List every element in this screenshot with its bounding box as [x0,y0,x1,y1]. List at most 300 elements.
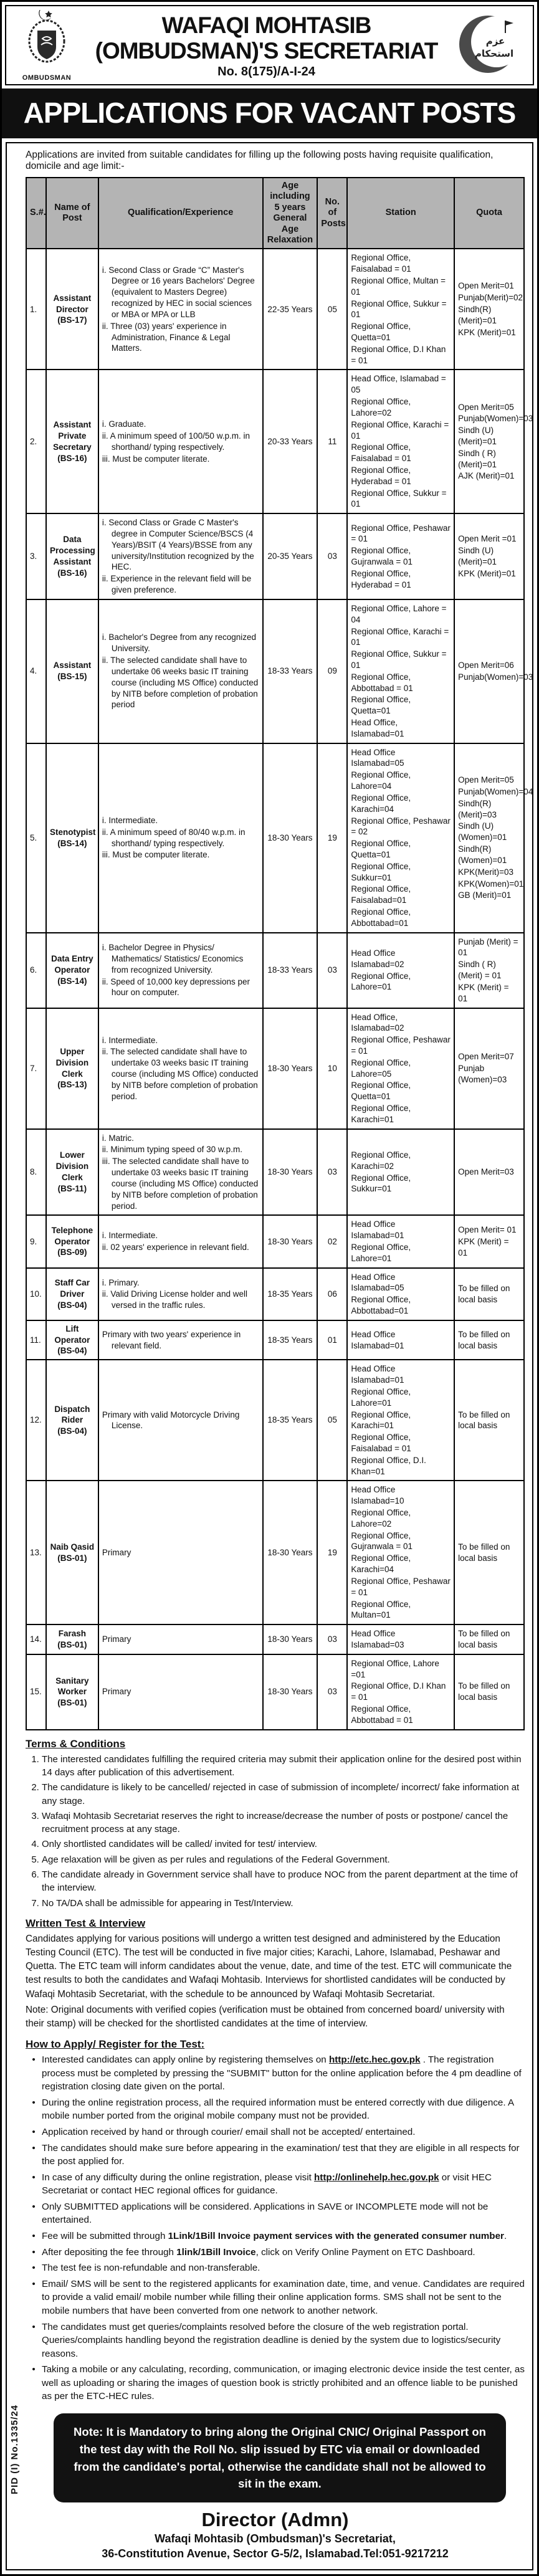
serial-cell: 9. [26,1215,46,1267]
bullet-icon: • [32,2054,36,2066]
age-cell: 22-35 Years [263,249,318,370]
qualification-cell [98,1320,263,1360]
table-row [26,1320,524,1360]
posts-table [26,177,533,1730]
station-line: Regional Office, Hyderabad = 01 [351,568,411,589]
post-name: Staff Car Driver [54,1278,90,1299]
qualification-cell [98,1129,263,1216]
post-name: Sanitary Worker [55,1676,89,1697]
post-name-cell [46,933,98,1008]
quota-line: Open Merit=05 [458,775,514,785]
apply-item [26,2096,525,2123]
station-line: Regional Office, Karachi=01 [351,1410,411,1431]
station-line: Regional Office, Sukkur = 01 [351,649,447,670]
qual-line: i. Second Class or Grade C Master's degree in Computer Science/BSCS (4 Years)/BSIT (4 Years)/BSSE from any university/Institution recognized by the HEC. [102,518,254,572]
station-line: Regional Office, Abbottabad=01 [351,907,411,928]
table-row [26,513,524,599]
station-line: Head Office Islamabad=01 [351,1219,404,1241]
post-name: Stenotypist [49,827,96,837]
station-line: Regional Office, Abbottabad=01 [351,1295,411,1316]
post-name: Assistant [53,661,92,670]
station-line: Regional Office, Quetta=01 [351,839,411,859]
signature-title: Director (Admn) [201,2509,349,2531]
post-name-cell [46,1215,98,1267]
apply-item-text: Fee will be submitted through 1Link/1Bill Invoice payment services with the generated consumer number. [42,2231,507,2242]
station-line: Regional Office, Peshawar = 01 [351,523,451,544]
table-row [26,1268,524,1320]
qual-line: ii. The selected candidate shall have to undertake 03 weeks basic IT training course (including MS Office) conducted by NITB before completion of probation period. [102,1047,259,1101]
station-line: Head Office Islamabad=02 [351,948,404,969]
station-line: Regional Office, Karachi = 01 [351,626,449,647]
terms-item: 4. Only shortlisted candidates will be called/ invited for test/ interview. [42,1838,525,1851]
qual-line: ii. Experience in the relevant field will be given preference. [102,574,252,595]
station-line: Regional Office, Multan = 01 [351,275,446,297]
apply-item-text: Taking a mobile or any calculating, recording, communication, or imaging electronic device inside the test center, as well as uploading or sharing the images of question book is strictly prohibited and an offence liable to be punished as per the ETC-HEC rules. [42,2364,525,2402]
apply-item [26,2200,525,2227]
post-name-cell [46,1268,98,1320]
qual-line: i. Intermediate. [102,816,158,826]
station-cell [347,1008,454,1129]
table-row [26,1360,524,1481]
apply-item [26,2230,525,2243]
intro-text: Applications are invited from suitable candidates for filling up the following posts having requisite qualification, domicile and age limit:- [26,150,494,171]
apply-item [26,2125,525,2139]
qual-line: ii. The selected candidate shall have to undertake 06 weeks basic IT training course (including MS Office) conducted by NITB before completion of probation period [102,656,259,710]
posts-count-cell: 06 [317,1268,347,1320]
qual-line: ii. Minimum typing speed of 30 w.p.m. [102,1145,242,1155]
serial-cell: 5. [26,743,46,933]
apply-item-text: Only SUBMITTED applications will be considered. Applications in SAVE or INCOMPLETE mode will not be entertained. [42,2201,489,2226]
quota-line: Open Merit= 01 [458,1225,517,1235]
post-grade: (BS-14) [57,838,87,848]
station-line: Regional Office, Quetta=01 [351,322,411,343]
post-name: Data Processing Assistant [49,535,95,567]
table-row [26,1624,524,1654]
table-row [26,1129,524,1216]
quota-cell [454,1654,524,1730]
bullet-icon: • [32,2278,36,2289]
post-name: Assistant Director [53,293,92,314]
post-name-cell [46,249,98,370]
terms-item: 2. The candidature is likely to be cancelled/ rejected in case of submission of incomplete/ incorrect/ fake information at any stage. [42,1781,525,1808]
azm-istehkam-text-line2: استحکام [474,48,514,59]
col-header-qualification: Qualification/Experience [98,178,263,249]
age-cell: 18-35 Years [263,1320,318,1360]
apply-item [26,2278,525,2318]
written-test-body: Candidates applying for various positions will undergo a written test designed and administered by the Education Testing Council (ETC). The test will be conducted in five major cities; Karachi, Lahore, Islamabad, Peshawar and Quetta. The ETC team will inform candidates about the venue, date, and time of the test. ETC will communicate the test results to both the candidates and Wafaqi Mohtasib. Interviews for shortlisted candidates will be conducted by Wafaqi Mohtasib Secretariat, with the schedule to be announced by Wafaqi Mohtasib Secretariat. [26,1933,512,2000]
station-line: Regional Office, D.I. Khan=01 [351,1455,426,1476]
qual-line: ii. Speed of 10,000 key depressions per hour on computer. [102,976,250,998]
post-name: Telephone Operator [51,1225,93,1246]
bullet-icon: • [32,2321,36,2332]
station-cell [347,513,454,599]
pid-number: PID (I) No.1335/24 [9,2404,20,2494]
bullet-icon: • [32,2263,36,2274]
station-cell [347,1624,454,1654]
station-line: Head Office, Islamabad=01 [351,718,404,738]
quota-line: Punjab(Women)=03 [458,672,533,682]
azm-istehkam-logo [452,12,527,80]
post-name-cell [46,1129,98,1216]
written-test-heading: Written Test & Interview [26,1917,146,1929]
apply-item-text: Interested candidates can apply online by registering themselves on http://etc.hec.gov.pk . The registration process must be completed by pressing the "SUBMIT" button for the online application before the 4 pm deadline of registration closing date given on the portal. [42,2054,522,2092]
qual-line: i. Matric. [102,1133,134,1143]
table-row [26,743,524,933]
quota-cell [454,1268,524,1320]
quota-cell [454,1481,524,1624]
quota-cell [454,513,524,599]
station-line: Regional Office, Hyderabad = 01 [351,465,411,486]
quota-line: Sindh (U) (Merit)=01 [458,546,497,567]
station-line: Regional Office, Sukkur = 01 [351,488,447,509]
qual-line: ii. Three (03) years' experience in Administration, Finance & Legal Matters. [102,321,231,353]
col-header-posts-count: No. of Posts [317,178,347,249]
qualification-cell [98,249,263,370]
terms-item: 6. The candidate already in Government service shall have to produce NOC from the parent department at the time of the interview. [42,1868,525,1895]
terms-item: 3. Wafaqi Mohtasib Secretariat reserves the right to increase/decrease the number of posts or postpone/ cancel the recruitment process at any stage. [42,1810,525,1836]
post-name-cell [46,1481,98,1624]
quota-line: KPK(Merit)=03 [458,867,513,877]
station-line: Regional Office, Lahore = 04 [351,603,447,624]
quota-line: Open Merit =01 [458,534,517,544]
post-grade: (BS-04) [57,1426,87,1436]
apply-item [26,2321,525,2361]
station-line: Regional Office, Faisalabad = 01 [351,442,411,464]
posts-count-cell: 09 [317,599,347,743]
post-grade: (BS-16) [57,568,87,578]
post-grade: (BS-01) [57,1639,87,1649]
station-line: Regional Office, Peshawar = 01 [351,1576,451,1597]
quota-line: Punjab(Women)=04 [458,787,533,796]
ombudsman-emblem-icon [20,10,74,70]
posts-count-cell: 03 [317,513,347,599]
post-name: Data Entry Operator [51,954,93,975]
quota-line: Open Merit=03 [458,1167,514,1177]
qual-line: i. Primary. [102,1277,140,1287]
posts-table-body [26,249,533,1729]
qual-line: iii. The selected candidate shall have to undertake 03 weeks basic IT training course (including MS Office) conducted by NITB before completion of probation period. [102,1157,259,1211]
bullet-icon: • [32,2201,36,2212]
apply-item [26,2261,525,2275]
station-line: Regional Office, Peshawar = 01 [351,1035,451,1056]
qual-line: i. Graduate. [102,419,146,429]
post-name-cell [46,1360,98,1481]
station-line: Regional Office, Lahore=04 [351,770,411,791]
post-grade: (BS-04) [57,1300,87,1310]
qualification-cell [98,1008,263,1129]
quota-cell [454,370,533,513]
quota-line: KPK (Merit) = 01 [458,982,509,1003]
age-cell: 18-35 Years [263,1360,318,1481]
posts-count-cell: 05 [317,249,347,370]
station-line: Regional Office, Sukkur=01 [351,1173,411,1194]
quota-cell [454,743,533,933]
posts-count-cell: 01 [317,1320,347,1360]
quota-line: Sindh (U) (Women)=01 [458,821,507,842]
apply-item-text: The candidates should make sure before appearing in the examination/ test that they are eligible in all respects for the post applied for. [42,2142,520,2167]
qual-line: ii. A minimum speed of 100/50 w.p.m. in shorthand/ typing respectively. [102,431,250,452]
station-cell [347,1268,454,1320]
azm-istehkam-text-line1: عزم [485,36,505,47]
station-cell [347,249,454,370]
table-row [26,370,524,513]
footer [26,2509,525,2562]
station-line: Regional Office, Peshawar = 02 [351,816,451,837]
quota-line: KPK(Women)=01 [458,879,524,889]
post-grade: (BS-15) [57,672,87,682]
qualification-cell [98,933,263,1008]
posts-count-cell: 19 [317,743,347,933]
age-cell: 18-30 Years [263,1008,318,1129]
station-line: Regional Office, Abbottabad = 01 [351,1704,413,1725]
posts-count-cell: 02 [317,1215,347,1267]
age-cell: 18-30 Years [263,1654,318,1730]
station-line: Head Office Islamabad=05 [351,1272,404,1293]
quota-line: To be filled on local basis [458,1542,510,1563]
quota-line: To be filled on local basis [458,1681,510,1702]
table-row [26,1481,524,1624]
post-grade: (BS-09) [57,1247,87,1257]
qualification-cell [98,1624,263,1654]
serial-cell: 2. [26,370,46,513]
age-cell: 18-30 Years [263,1215,318,1267]
quota-cell [454,1360,524,1481]
apply-item [26,2246,525,2259]
serial-cell: 13. [26,1481,46,1624]
apply-item [26,2053,525,2094]
qual-line: Primary [102,1634,131,1644]
quota-line: Sindh ( R) (Merit) = 01 [458,960,502,981]
station-line: Regional Office, Abbottabad = 01 [351,672,413,693]
station-line: Regional Office, Lahore=01 [351,1386,411,1408]
serial-cell: 14. [26,1624,46,1654]
quota-line: KPK (Merit)=01 [458,568,516,578]
post-grade: (BS-01) [57,1553,87,1563]
quota-line: Punjab(Women)=03 [458,414,533,424]
age-cell: 18-33 Years [263,599,318,743]
station-line: Regional Office, Lahore =01 [351,1658,439,1679]
qualification-cell [98,1654,263,1730]
posts-count-cell: 03 [317,1129,347,1216]
quota-line: Open Merit=01 [458,281,514,291]
age-cell: 20-35 Years [263,513,318,599]
station-line: Regional Office, Gujranwala = 01 [351,1530,413,1552]
station-line: Head Office, Islamabad=02 [351,1012,404,1033]
serial-cell: 4. [26,599,46,743]
apply-item-text: The test fee is non-refundable and non-transferable. [42,2263,260,2274]
reference-number: No. 8(175)/A-I-24 [217,65,315,79]
station-cell [347,599,454,743]
station-line: Regional Office, Sukkur = 01 [351,298,447,320]
post-name-cell [46,743,98,933]
quota-line: Sindh (U) (Merit)=01 [458,426,497,446]
table-row [26,1215,524,1267]
bullet-icon: • [32,2142,36,2154]
quota-line: Open Merit=07 [458,1052,514,1062]
post-grade: (BS-11) [57,1183,87,1193]
terms-heading: Terms & Conditions [26,1737,126,1750]
qual-line: iii. Must be computer literate. [102,850,210,860]
age-cell: 18-33 Years [263,933,318,1008]
post-grade: (BS-13) [57,1080,87,1090]
header-titles [81,12,452,80]
station-line: Regional Office, Karachi=04 [351,1553,411,1575]
bullet-icon: • [32,2246,36,2258]
quota-line: KPK (Merit)=01 [458,327,516,337]
qualification-cell [98,1215,263,1267]
qual-line: Primary [102,1547,131,1557]
station-cell [347,1360,454,1481]
posts-count-cell: 10 [317,1008,347,1129]
station-line: Head Office Islamabad=01 [351,1329,404,1350]
post-name: Lower Division Clerk [55,1150,89,1182]
col-header-age: Age including 5 years General Age Relaxation [263,178,318,249]
post-name-cell [46,1654,98,1730]
quota-line: To be filled on local basis [458,1629,510,1649]
station-line: Regional Office, Lahore=02 [351,397,411,417]
apply-item-text: Application received by hand or through courier/ email shall not be accepted/ entertained. [42,2127,416,2138]
qualification-cell [98,743,263,933]
table-row [26,249,524,370]
bullet-icon: • [32,2172,36,2183]
table-row [26,1008,524,1129]
quota-cell [454,1320,524,1360]
qualification-cell [98,1481,263,1624]
post-name: Naib Qasid [50,1542,95,1552]
station-line: Regional Office, Quetta=01 [351,1080,411,1102]
apply-item [26,2171,525,2198]
station-line: Regional Office, Lahore=05 [351,1057,411,1079]
station-line: Regional Office, Faisalabad = 01 [351,1433,411,1453]
qual-line: ii. 02 years' experience in relevant field. [102,1242,249,1252]
apply-item [26,2142,525,2168]
how-to-apply-heading: How to Apply/ Register for the Test: [26,2038,205,2051]
serial-cell: 7. [26,1008,46,1129]
post-name: Dispatch Rider [54,1404,90,1425]
station-line: Regional Office, Lahore=01 [351,971,411,992]
station-line: Regional Office, Sukkur=01 [351,861,411,882]
station-line: Regional Office, Gujranwala = 01 [351,546,413,567]
age-cell: 18-30 Years [263,743,318,933]
serial-cell: 15. [26,1654,46,1730]
col-header-post: Name of Post [46,178,98,249]
quota-line: Sindh(R) (Women)=01 [458,844,507,865]
post-grade: (BS-14) [57,976,87,986]
serial-cell: 11. [26,1320,46,1360]
qualification-cell [98,1268,263,1320]
station-cell [347,370,454,513]
station-line: Head Office, Islamabad = 05 [351,374,446,395]
apply-item-text: During the online registration process, all the required information must be entered correctly with due diligence. A mobile number ported from the original mobile company must not be provided. [42,2097,514,2122]
table-row [26,599,524,743]
main-content [6,142,533,2570]
qual-line: ii. Valid Driving License holder and well versed in the traffic rules. [102,1289,247,1310]
age-cell: 18-30 Years [263,1129,318,1216]
terms-list [26,1753,525,1910]
qualification-cell [98,1360,263,1481]
serial-cell: 10. [26,1268,46,1320]
quota-line: Sindh(R) (Merit)=01 [458,305,497,325]
station-line: Regional Office, D.I Khan = 01 [351,344,446,365]
station-line: Regional Office, Karachi=02 [351,1150,411,1171]
qualification-cell [98,513,263,599]
qual-line: i. Intermediate. [102,1035,158,1045]
station-line: Regional Office, Lahore=02 [351,1508,411,1529]
footer-org: Wafaqi Mohtasib (Ombudsman)'s Secretariat, [155,2532,396,2545]
terms-item: 1. The interested candidates fulfilling the required criteria may submit their application online for the desired post within 14 days after publication of this advertisement. [42,1753,525,1780]
age-cell: 18-35 Years [263,1268,318,1320]
org-title-line2: (OMBUDSMAN)'S SECRETARIAT [95,38,438,64]
quota-line: Punjab (Women)=03 [458,1064,507,1084]
post-grade: (BS-17) [57,315,87,325]
station-line: Regional Office, D.I Khan = 01 [351,1681,446,1702]
apply-item-text: In case of any difficulty during the online registration, please visit http://onlinehelp.hec.gov.pk or visit HEC Secretariat or contact HEC regional offices for guidance. [42,2172,492,2197]
quota-line: KPK (Merit) = 01 [458,1237,509,1257]
posts-table-header [26,178,524,249]
bullet-icon: • [32,2127,36,2138]
col-header-serial: S.#. [26,178,46,249]
serial-cell: 12. [26,1360,46,1481]
post-name-cell [46,513,98,599]
posts-count-cell: 03 [317,933,347,1008]
post-grade: (BS-01) [57,1698,87,1708]
quota-cell [454,933,524,1008]
station-line: Regional Office, Faisalabad=01 [351,884,411,905]
station-cell [347,1320,454,1360]
crescent-icon [457,12,522,77]
qualification-cell [98,370,263,513]
station-cell [347,1481,454,1624]
station-line: Head Office Islamabad=03 [351,1629,404,1649]
posts-count-cell: 03 [317,1654,347,1730]
serial-cell: 6. [26,933,46,1008]
org-title-line1: WAFAQI MOHTASIB [161,12,371,38]
posts-count-cell: 19 [317,1481,347,1624]
qual-line: i. Second Class or Grade “C” Master's Degree or 16 years Bachelors' Degree (equivalent to Masters Degree) recognized by HEC in social sciences or MBA or MPA or LLB [102,265,255,319]
bullet-icon: • [32,2097,36,2108]
quota-cell [454,1215,524,1267]
quota-cell [454,1624,524,1654]
qual-line: i. Intermediate. [102,1231,158,1241]
age-cell: 18-30 Years [263,1624,318,1654]
post-grade: (BS-04) [57,1346,87,1356]
station-line: Head Office Islamabad=01 [351,1364,404,1385]
posts-count-cell: 05 [317,1360,347,1481]
station-line: Head Office Islamabad=05 [351,747,404,768]
ombudsman-emblem [12,10,81,82]
station-cell [347,1129,454,1216]
station-cell [347,1654,454,1730]
quota-line: AJK (Merit)=01 [458,471,515,481]
post-name-cell [46,370,98,513]
station-line: Regional Office, Quetta=01 [351,695,411,716]
serial-cell: 8. [26,1129,46,1216]
page-title: APPLICATIONS FOR VACANT POSTS [2,88,537,138]
qualification-cell [98,599,263,743]
ombudsman-emblem-label: OMBUDSMAN [22,74,72,82]
apply-item-text: Email/ SMS will be sent to the registered applicants for examination date, time, and venue. Candidates are required to provide a valid email/ mobile number while filling their online application forms. SMS shall not be sent to the mobile numbers that have been converted from one network to another network. [42,2278,525,2316]
written-test-note: Note: Original documents with verified copies (verification must be obtained from concerned board/ university with their stamp) will be checked for the shortlisted candidates at the time of interview. [26,2004,505,2029]
post-grade: (BS-16) [57,453,87,463]
post-name-cell [46,1320,98,1360]
station-line: Regional Office, Karachi=01 [351,1104,411,1124]
quota-line: To be filled on local basis [458,1283,510,1304]
terms-item: 7. No TA/DA shall be admissible for appearing in Test/Interview. [42,1897,525,1910]
qual-line: iii. Must be computer literate. [102,454,210,464]
header [5,5,534,85]
station-cell [347,743,454,933]
qual-line: ii. A minimum speed of 80/40 w.p.m. in shorthand/ typing respectively. [102,827,246,848]
